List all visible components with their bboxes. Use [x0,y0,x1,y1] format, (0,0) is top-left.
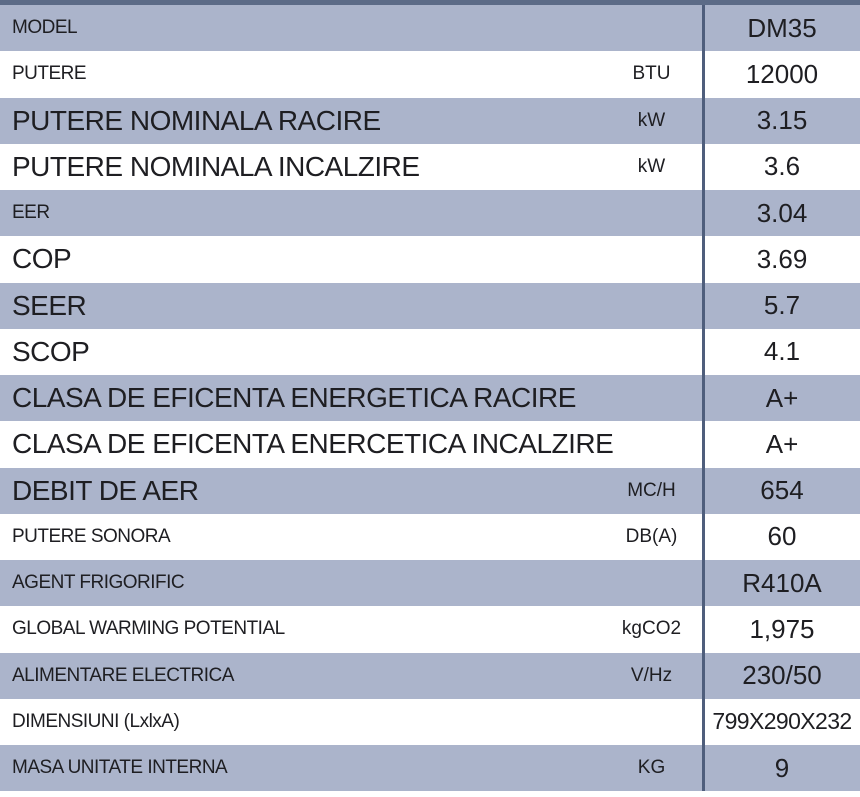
spec-label: AGENT FRIGORIFIC [12,572,185,594]
spec-unit [600,5,703,51]
spec-value: 654 [760,475,804,506]
spec-value: 3.6 [763,151,801,182]
spec-unit [600,375,703,421]
spec-label: PUTERE SONORA [12,525,171,547]
spec-row [0,329,860,375]
spec-unit: kgCO2 [621,618,682,640]
spec-label: PUTERE NOMINALA INCALZIRE [12,150,420,182]
spec-unit: V/Hz [630,664,673,686]
spec-value: 230/50 [742,660,822,691]
spec-row [0,236,860,282]
spec-row [0,51,860,97]
spec-row [0,375,860,421]
spec-row [0,653,860,699]
spec-label: COP [12,243,72,275]
spec-row [0,514,860,560]
spec-row [0,745,860,791]
spec-label: DEBIT DE AER [12,474,199,506]
spec-rows [0,5,860,791]
spec-value: 5.7 [763,290,801,321]
spec-label: CLASA DE EFICENTA ENERCETICA INCALZIRE [12,428,614,460]
spec-value: 799X290X232 [712,708,852,735]
spec-label: MASA UNITATE INTERNA [12,757,228,779]
spec-label: GLOBAL WARMING POTENTIAL [12,618,285,640]
spec-value: 3.15 [756,105,808,136]
spec-label: EER [12,202,50,224]
spec-value: 9 [774,752,790,783]
spec-unit: kW [637,109,666,131]
spec-label: SEER [12,289,87,321]
spec-value: A+ [765,428,799,459]
spec-row [0,144,860,190]
spec-unit [600,699,703,745]
spec-unit: MC/H [627,479,676,501]
spec-value: 3.69 [756,243,808,274]
spec-unit [600,560,703,606]
spec-value: A+ [765,382,799,413]
spec-unit [600,283,703,329]
spec-label: ALIMENTARE ELECTRICA [12,664,234,686]
spec-label: CLASA DE EFICENTA ENERGETICA RACIRE [12,382,576,414]
spec-label: PUTERE [12,63,87,85]
spec-label: DIMENSIUNI (LxlxA) [12,710,180,732]
spec-unit [600,329,703,375]
spec-unit [600,190,703,236]
spec-value: 12000 [745,58,819,89]
spec-label: MODEL [12,17,78,39]
spec-value: 60 [767,521,797,552]
spec-value: 1,975 [749,613,815,644]
spec-value: R410A [742,567,822,598]
spec-unit: DB(A) [625,525,678,547]
spec-value: DM35 [747,12,817,43]
spec-label: PUTERE NOMINALA RACIRE [12,104,381,136]
spec-unit: kW [637,155,666,177]
spec-value: 4.1 [763,336,801,367]
spec-label: SCOP [12,335,90,367]
spec-row [0,560,860,606]
spec-row [0,190,860,236]
spec-row [0,5,860,51]
spec-row [0,98,860,144]
spec-unit: BTU [632,63,671,85]
spec-value: 3.04 [756,197,808,228]
spec-unit [600,421,703,467]
spec-unit [600,236,703,282]
spec-row [0,468,860,514]
spec-row [0,606,860,652]
spec-row [0,699,860,745]
spec-row [0,421,860,467]
spec-row [0,283,860,329]
spec-unit: KG [637,757,666,779]
